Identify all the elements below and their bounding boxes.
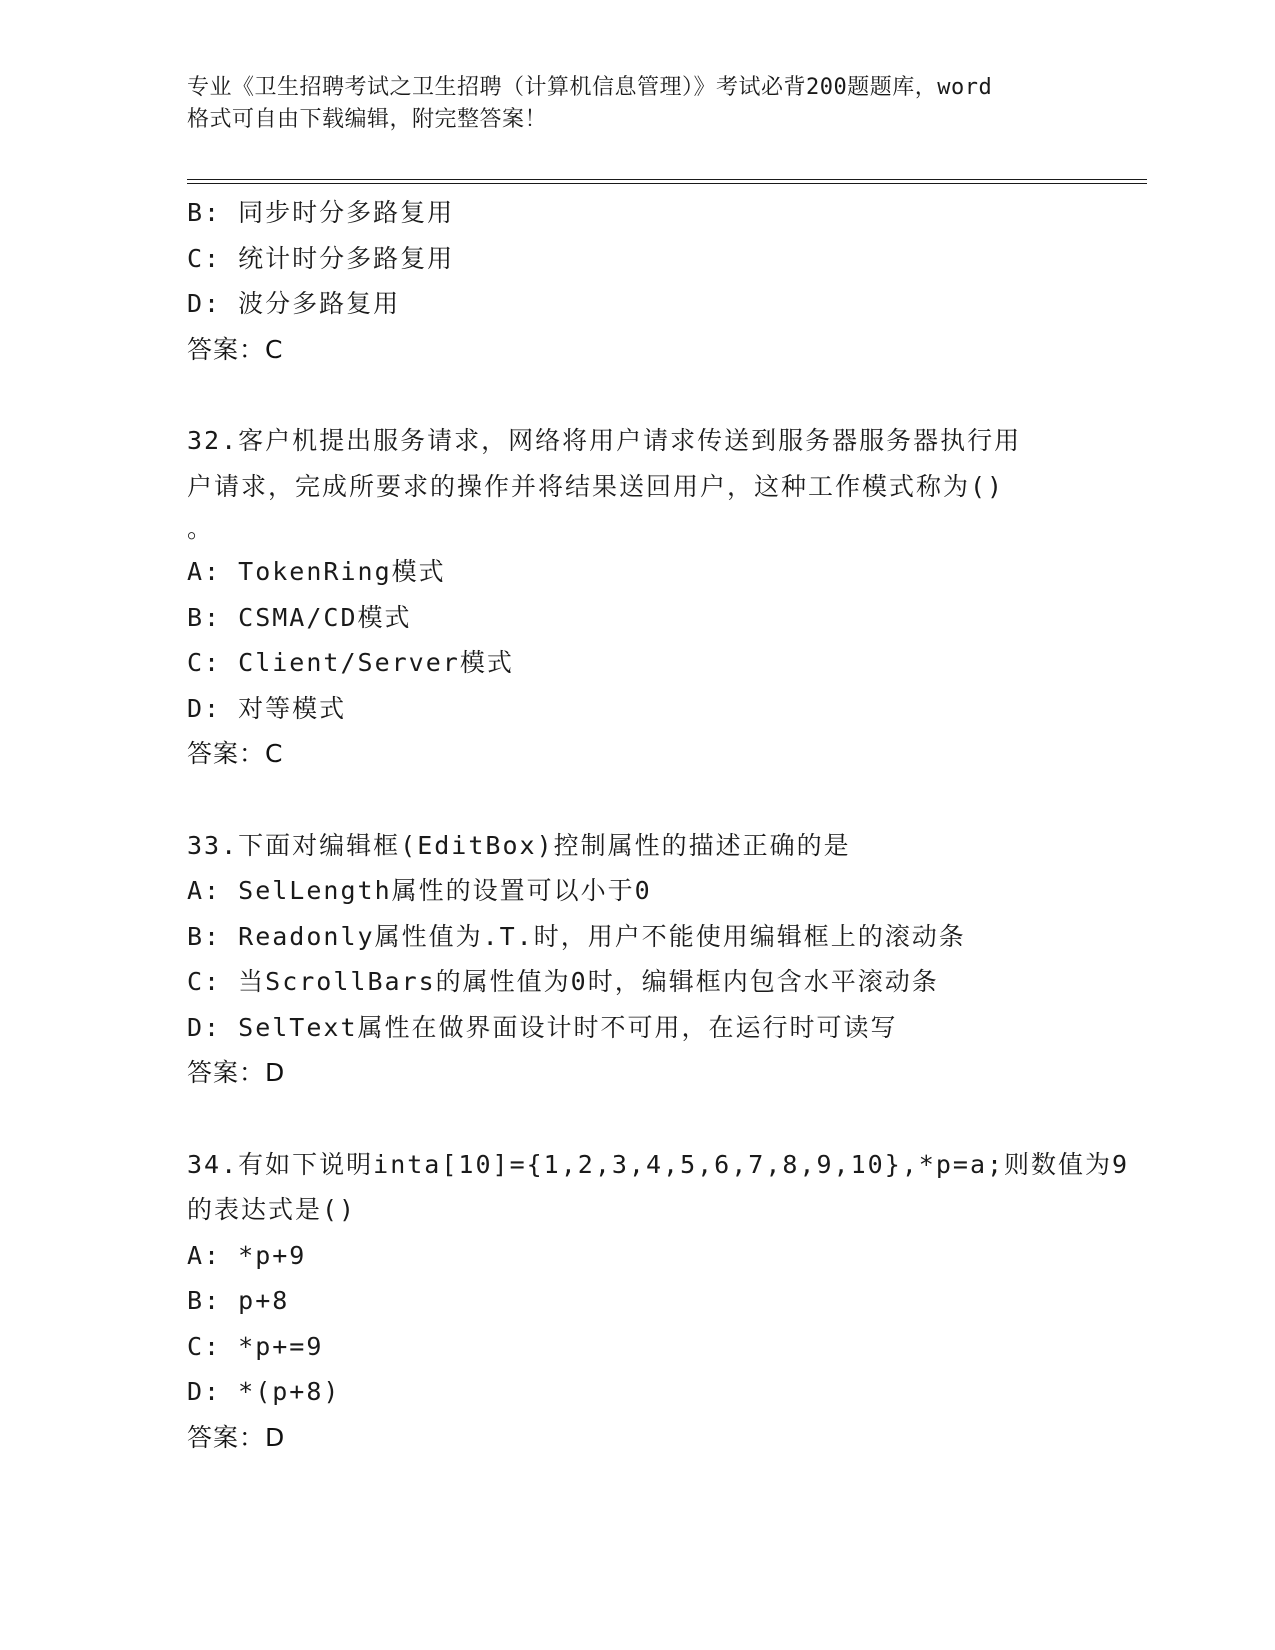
option-c: C: 统计时分多路复用	[187, 243, 455, 273]
answer-label: 答案：C	[187, 739, 284, 768]
question-text-line: 户请求，完成所要求的操作并将结果送回用户，这种工作模式称为()	[187, 471, 1005, 501]
option-d: D: SelText属性在做界面设计时不可用，在运行时可读写	[187, 1012, 898, 1042]
option-a: A: SelLength属性的设置可以小于0	[187, 876, 652, 905]
option-a: A: TokenRing模式	[187, 557, 446, 586]
option-b: B: CSMA/CD模式	[187, 602, 412, 632]
question-text-line: 32.客户机提出服务请求，网络将用户请求传送到服务器服务器执行用	[187, 426, 1022, 455]
header-divider-top	[187, 179, 1147, 180]
answer-label: 答案：D	[187, 1422, 286, 1452]
answer-label: 答案：D	[187, 1058, 286, 1087]
question-text-line: 的表达式是()	[187, 1195, 357, 1224]
option-d: D: 波分多路复用	[187, 289, 401, 318]
question-content	[187, 190, 1130, 1460]
question-text-line: 。	[187, 514, 215, 543]
spacer	[187, 372, 1087, 418]
answer-label: 答案：C	[187, 334, 284, 364]
question-33-block	[187, 823, 1087, 1096]
header-line-1: 专业《卫生招聘考试之卫生招聘（计算机信息管理）》考试必背200题题库，word	[187, 75, 993, 100]
document-page	[187, 0, 1147, 1650]
header-divider-bottom	[187, 183, 1147, 184]
option-b: B: Readonly属性值为.T.时，用户不能使用编辑框上的滚动条	[187, 921, 966, 951]
previous-question-block	[187, 190, 1087, 372]
spacer	[187, 1096, 1087, 1142]
option-b: B: 同步时分多路复用	[187, 198, 455, 227]
option-a: A: *p+9	[187, 1240, 307, 1270]
option-c: C: *p+=9	[187, 1331, 324, 1361]
question-32-block	[187, 418, 1087, 777]
option-b: B: p+8	[187, 1286, 290, 1315]
question-text-line: 33.下面对编辑框(EditBox)控制属性的描述正确的是	[187, 830, 851, 860]
option-c: C: Client/Server模式	[187, 648, 514, 677]
question-text-line: 34.有如下说明inta[10]={1,2,3,4,5,6,7,8,9,10},*p=a;则数值为9	[187, 1149, 1130, 1179]
option-d: D: 对等模式	[187, 693, 347, 723]
option-d: D: *(p+8)	[187, 1377, 341, 1406]
header-line-2: 格式可自由下载编辑，附完整答案！	[187, 107, 548, 132]
spacer	[187, 777, 1087, 823]
question-34-block	[187, 1142, 1130, 1461]
page-header	[187, 72, 1087, 136]
option-c: C: 当ScrollBars的属性值为0时，编辑框内包含水平滚动条	[187, 967, 939, 996]
